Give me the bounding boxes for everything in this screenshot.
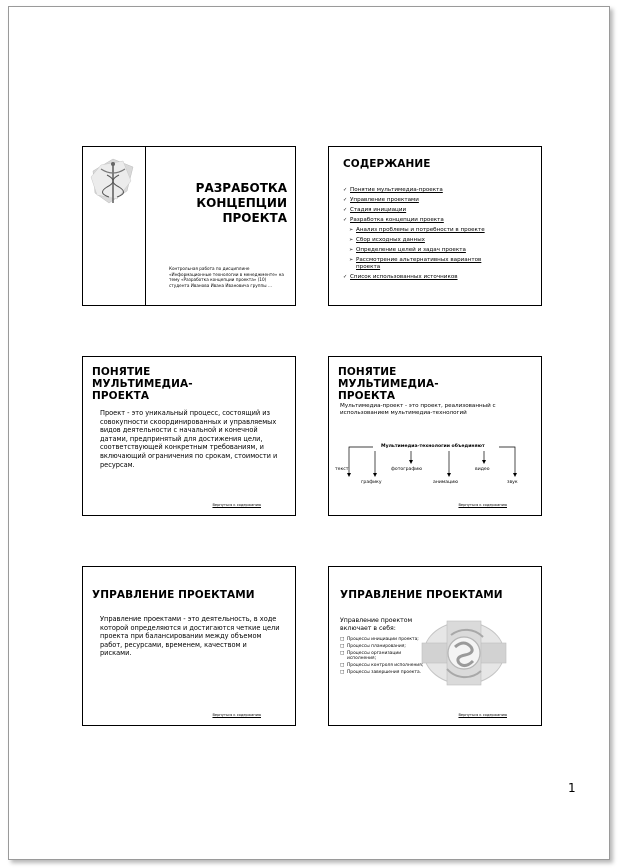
contents-item[interactable]: ✓ Список использованных источников <box>343 274 533 281</box>
slide-heading: ПОНЯТИЕ МУЛЬТИМЕДИА-ПРОЕКТА <box>338 366 439 402</box>
process-cycle-emblem-icon <box>421 619 507 687</box>
diagram-label: видео <box>475 467 490 472</box>
slide-title-text <box>147 181 287 226</box>
slide-project-management[interactable] <box>82 566 296 726</box>
back-to-contents-link[interactable]: Вернуться к содержанию <box>458 713 507 717</box>
document-page <box>8 6 610 860</box>
diagram-label: фотографию <box>391 467 423 472</box>
process-list <box>340 637 430 677</box>
contents-item[interactable]: ✓ Управление проектами <box>343 197 533 204</box>
page-number: 1 <box>568 781 576 795</box>
slide-project-concept[interactable] <box>82 356 296 516</box>
contents-list <box>343 187 533 284</box>
back-to-contents-link[interactable]: Вернуться к содержанию <box>458 503 507 507</box>
title-line-2: КОНЦЕПЦИИ ПРОЕКТА <box>196 196 287 225</box>
caduceus-emblem-icon <box>87 157 139 207</box>
slide-project-management-processes[interactable] <box>328 566 542 726</box>
diagram-label: графику <box>361 480 382 485</box>
contents-subitem[interactable]: ➢ Определение целей и задач проекта <box>349 247 533 254</box>
diagram-label: анимацию <box>433 480 459 485</box>
diagram-title: Мультимедиа-технологии объединяют <box>381 444 485 449</box>
contents-subitem[interactable]: ➢ Анализ проблемы и потребности в проекте <box>349 227 533 234</box>
diagram-label: звук <box>507 480 518 485</box>
title-line-1: РАЗРАБОТКА <box>195 181 287 195</box>
diagram-label: текст <box>335 467 349 472</box>
slide-definition: Мультимедиа-проект - это проект, реализованный с использованием мультимедиа-технологий <box>340 403 496 416</box>
slide-contents[interactable] <box>328 146 542 306</box>
contents-subitem[interactable]: ➢ Рассмотрение альтернативных вариантов проекта <box>349 257 506 271</box>
slide-subtitle: Контрольная работа по дисциплине «Информационные технологии в менеджменте» на тему «Разработка концепции проекта» (10) студента Иванова Ивана Ивановича группы … <box>169 266 284 288</box>
multimedia-diagram <box>329 357 541 515</box>
contents-item[interactable]: ✓ Стадия инициации <box>343 207 533 214</box>
slide-title[interactable] <box>82 146 296 306</box>
slide-body-text: Управление проектами - это деятельность, в ходе которой определяются и достигаются четкие цели проекта при балансировании между объемом работ, ресурсами, временем, качеством и рисками. <box>100 615 280 658</box>
slide-heading: УПРАВЛЕНИЕ ПРОЕКТАМИ <box>92 589 255 601</box>
slide-left-panel <box>83 147 146 305</box>
slide-intro-text: Управление проектом включает в себя: <box>340 617 413 632</box>
back-to-contents-link[interactable]: Вернуться к содержанию <box>212 503 261 507</box>
contents-item[interactable]: ✓ Разработка концепции проекта <box>343 217 533 224</box>
list-item: □ Процессы организации исполнения; <box>340 651 430 662</box>
list-item: □ Процессы планирования; <box>340 644 430 649</box>
contents-item[interactable]: ✓ Понятие мультимедиа-проекта <box>343 187 533 194</box>
slide-heading: СОДЕРЖАНИЕ <box>343 158 431 170</box>
back-to-contents-link[interactable]: Вернуться к содержанию <box>212 713 261 717</box>
slide-heading: ПОНЯТИЕ МУЛЬТИМЕДИА-ПРОЕКТА <box>92 366 193 402</box>
slide-heading: УПРАВЛЕНИЕ ПРОЕКТАМИ <box>340 589 503 601</box>
contents-subitem[interactable]: ➢ Сбор исходных данных <box>349 237 533 244</box>
list-item: □ Процессы завершения проекта. <box>340 670 430 675</box>
slide-multimedia-project[interactable] <box>328 356 542 516</box>
list-item: □ Процессы инициации проекта; <box>340 637 430 642</box>
list-item: □ Процессы контроля исполнения; <box>340 663 430 668</box>
slide-body-text: Проект - это уникальный процесс, состоящий из совокупности скоординированных и управляемых видов деятельности с начальной и конечной датами, предпринятый для достижения цели, соответствующей конкретным требованиям, и включающий ограничения по срокам, стоимости и ресурсам. <box>100 409 278 469</box>
